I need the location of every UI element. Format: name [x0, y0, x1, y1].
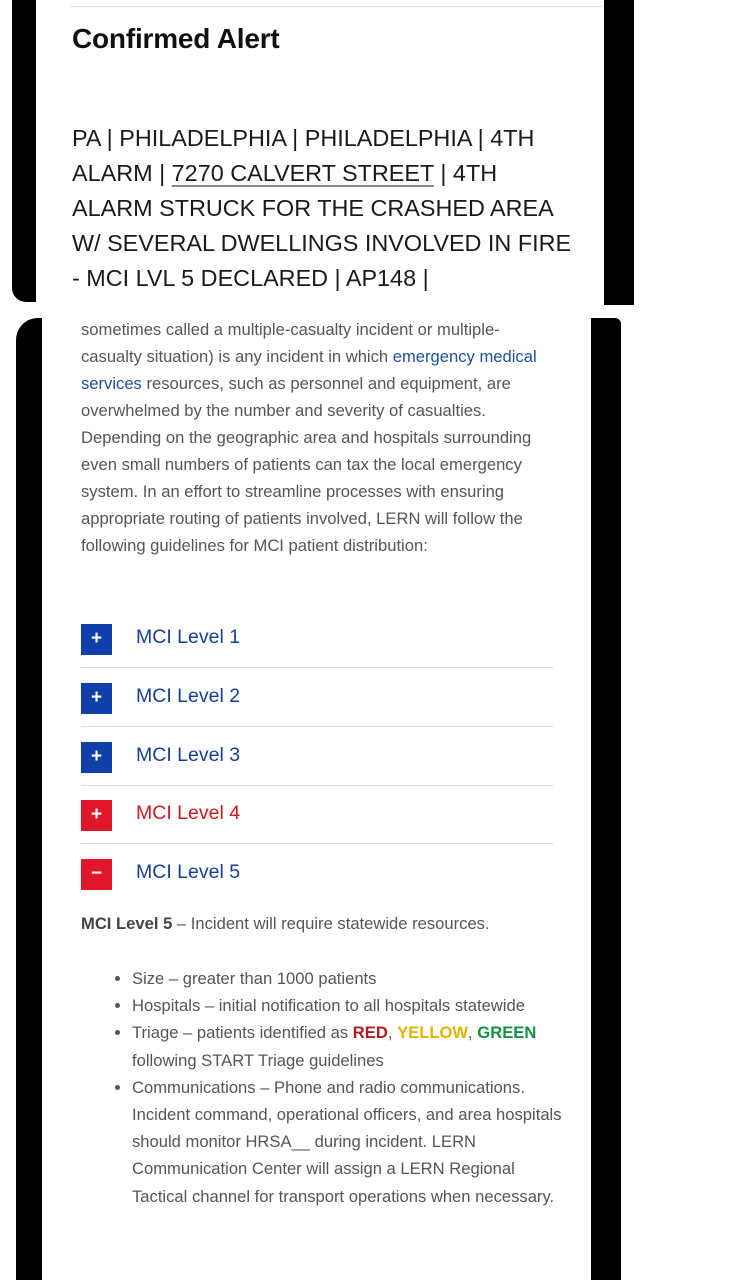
triage-text: Triage – patients identified as	[132, 1023, 353, 1043]
expand-plus-icon[interactable]: +	[81, 683, 112, 714]
intro-text: resources, such as personnel and equipment, are overwhelmed by the number and severity of casualties. Depending on the geographic area and hospitals surrounding even small numbers of patients can tax the local emergency system. In an effort to streamline processes with ensuring appropriate routing of patients involved, LERN will follow the following guidelines for MCI patient distribution:	[81, 374, 532, 555]
triage-text: ,	[468, 1023, 473, 1043]
level-5-text: – Incident will require statewide resources.	[172, 914, 490, 933]
screen-bezel-top-right	[604, 0, 634, 305]
alert-line	[72, 156, 592, 191]
divider	[70, 6, 604, 7]
alert-line: W/ SEVERAL DWELLINGS INVOLVED IN FIRE	[72, 230, 572, 256]
intro-paragraph	[81, 316, 559, 559]
expand-plus-icon[interactable]: +	[81, 624, 112, 655]
divider	[81, 667, 553, 668]
alert-line: - MCI LVL 5 DECLARED | AP148 |	[72, 265, 429, 291]
alert-card	[36, 0, 604, 305]
address-link[interactable]: 7270 CALVERT STREET	[171, 160, 434, 186]
level-5-description	[81, 914, 561, 934]
expand-plus-icon[interactable]: +	[81, 742, 112, 773]
alert-title: Confirmed Alert	[72, 23, 280, 54]
screen-bezel-top-left	[12, 0, 36, 302]
level-5-heading: MCI Level 5	[81, 914, 173, 933]
list-item	[132, 1019, 572, 1073]
screen-bezel-bottom-left	[16, 318, 42, 1280]
accordion-label[interactable]: MCI Level 2	[136, 685, 241, 707]
triage-red-label: RED	[352, 1023, 388, 1043]
screen-bezel-bottom-right	[591, 318, 621, 1280]
triage-yellow-label: YELLOW	[397, 1023, 469, 1043]
accordion-mci-level-2[interactable]	[81, 679, 553, 737]
intro-text: sometimes called a multiple-casualty incident or multiple-casualty situation) is any incident in which	[81, 320, 500, 366]
accordion-mci-level-1[interactable]	[81, 620, 553, 678]
divider	[81, 843, 553, 844]
triage-text: following START Triage guidelines	[132, 1050, 384, 1070]
list-item: • Size – greater than 1000 patients	[132, 965, 572, 992]
alert-line: PA | PHILADELPHIA | PHILADELPHIA | 4TH	[72, 125, 535, 151]
accordion-mci-level-3[interactable]	[81, 738, 553, 796]
divider	[81, 726, 553, 727]
accordion-mci-level-5[interactable]	[81, 855, 553, 913]
accordion-mci-level-4[interactable]	[81, 796, 553, 854]
level-5-details-list	[114, 965, 572, 1210]
collapse-minus-icon[interactable]: −	[81, 859, 112, 890]
alert-body	[72, 121, 592, 296]
accordion-label[interactable]: MCI Level 5	[136, 861, 241, 883]
list-item: • Communications – Phone and radio communications. Incident command, operational officers, and area hospitals should monitor HRSA__ during incident. LERN Communication Center will assign a LERN Regional Tactical channel for transport operations when necessary.	[132, 1074, 572, 1210]
list-item: • Hospitals – initial notification to all hospitals statewide	[132, 992, 572, 1019]
accordion-label[interactable]: MCI Level 1	[136, 626, 241, 648]
article-panel	[42, 318, 591, 1280]
accordion-label[interactable]: MCI Level 4	[136, 802, 241, 824]
alert-text: | 4TH	[433, 160, 498, 186]
emergency-medical-services-link[interactable]: emergency medical services	[81, 347, 537, 393]
expand-plus-icon[interactable]: +	[81, 800, 112, 831]
triage-text: ,	[387, 1023, 398, 1043]
divider	[81, 785, 553, 786]
accordion-label[interactable]: MCI Level 3	[136, 744, 241, 766]
alert-line: ALARM STRUCK FOR THE CRASHED AREA	[72, 195, 554, 221]
triage-green-label: GREEN	[477, 1023, 537, 1043]
alert-text: ALARM |	[72, 160, 172, 186]
